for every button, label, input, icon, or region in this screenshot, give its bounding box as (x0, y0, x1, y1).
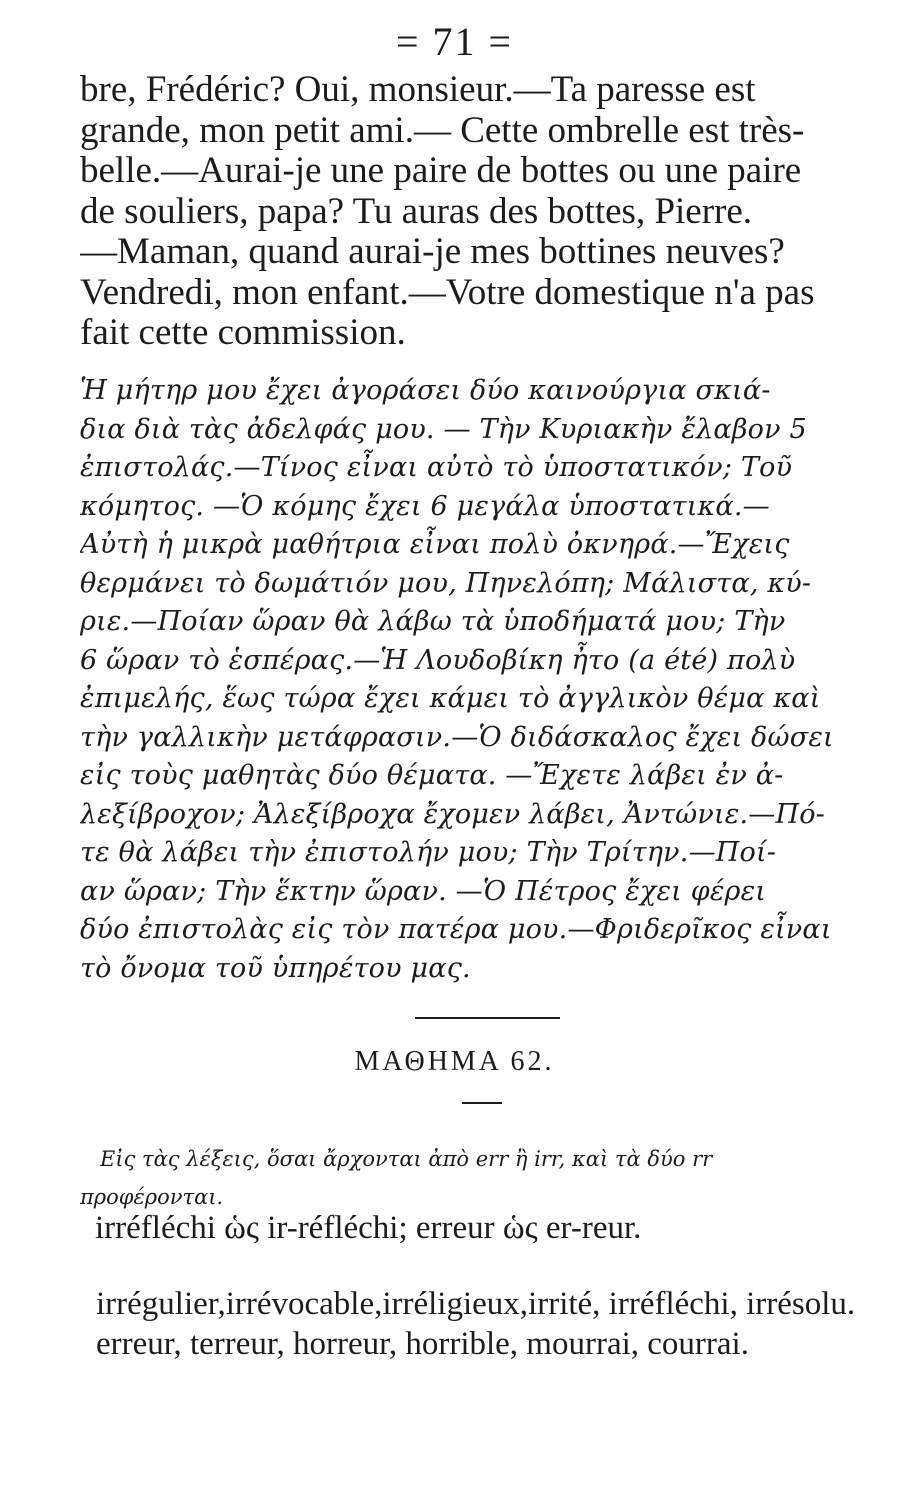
text-line: Αὐτὴ ἡ μικρὰ μαθήτρια εἶναι πολὺ ὀκνηρά.—Ἔχεις (80, 529, 790, 560)
text-line: προφέρονται. (80, 1185, 224, 1209)
lesson-title: ΜΑΘΗΜΑ 62. (354, 1046, 555, 1077)
word-list (96, 1284, 881, 1364)
text-line: τε θὰ λάβει τὴν ἐπιστολήν μου; Τὴν Τρίτην.—Ποί- (80, 837, 777, 868)
text-line: irréfléchi ὡς ir-réfléchi; erreur ὡς er-reur. (95, 1210, 642, 1246)
text-line: κόμητος. —Ὁ κόμης ἔχει 6 μεγάλα ὑποστατικά.— (80, 490, 770, 522)
text-line: grande, mon petit ami.— Cette ombrelle est très- (80, 110, 805, 151)
text-line: bre, Frédéric? Oui, monsieur.—Ta paresse est (80, 70, 756, 110)
text-line: λεξίβροχον; Ἀλεξίβροχα ἔχομεν λάβει, Ἀντώνιε.—Πό- (80, 798, 825, 830)
text-line: ἐπιστολάς.—Τίνος εἶναι αὐτὸ τὸ ὑποστατικόν; Τοῦ (80, 452, 793, 483)
section-divider (415, 1017, 560, 1019)
text-line: εἰς τοὺς μαθητὰς δύο θέματα. —Ἔχετε λάβει ἐν ἀ- (80, 760, 784, 791)
text-line: erreur, terreur, horreur, horrible, mourrai, courrai. (96, 1326, 749, 1362)
text-line: 6 ὥραν τὸ ἑσπέρας.—Ἡ Λουδοβίκη ἦτο (a été) πολὺ (80, 644, 796, 676)
text-line: belle.—Aurai-je une paire de bottes ou une paire (80, 151, 802, 191)
title-underline (462, 1102, 502, 1104)
text-line: θερμάνει τὸ δωμάτιόν μου, Πηνελόπη; Μάλιστα, κύ- (80, 567, 812, 599)
pronunciation-example (95, 1208, 855, 1248)
greek-paragraph (80, 372, 842, 988)
text-line: Ἡ μήτηρ μου ἔχει ἀγοράσει δύο καινούργια σκιά- (80, 375, 771, 406)
text-line: ἐπιμελής, ἕως τώρα ἔχει κάμει τὸ ἀγγλικὸν θέμα καὶ (80, 683, 821, 714)
text-line: Εἰς τὰς λέξεις, ὅσαι ἄρχονται ἀπὸ err ἢ irr, καὶ τὰ δύο rr (100, 1147, 713, 1171)
text-line: Vendredi, mon enfant.—Votre domestique n'a pas (80, 272, 815, 313)
text-line: δύο ἐπιστολὰς εἰς τὸν πατέρα μου.—Φριδερῖκος εἶναι (80, 914, 832, 945)
text-line: fait cette commission. (80, 313, 406, 353)
text-line: ριε.—Ποίαν ὥραν θὰ λάβω τὰ ὑποδήματά μου; Τὴν (80, 606, 786, 637)
text-line: irrégulier,irrévocable,irréligieux,irrité, irréfléchi, irrésolu. (96, 1286, 856, 1322)
text-line: δια διὰ τὰς ἀδελφάς μου. — Τὴν Κυριακὴν ἔλαβον 5 (80, 413, 807, 445)
text-line: —Maman, quand aurai-je mes bottines neuves? (80, 232, 785, 272)
french-paragraph (80, 70, 842, 354)
page-number: = 71 = (395, 19, 514, 64)
text-line: αν ὥραν; Τὴν ἕκτην ὥραν. —Ὁ Πέτρος ἔχει φέρει (80, 875, 767, 907)
text-line: de souliers, papa? Tu auras des bottes, Pierre. (80, 191, 753, 232)
text-line: τὴν γαλλικὴν μετάφρασιν.—Ὁ διδάσκαλος ἔχει δώσει (80, 721, 834, 753)
pronunciation-instruction (80, 1140, 860, 1216)
text-line: τὸ ὄνομα τοῦ ὑπηρέτου μας. (80, 952, 471, 984)
